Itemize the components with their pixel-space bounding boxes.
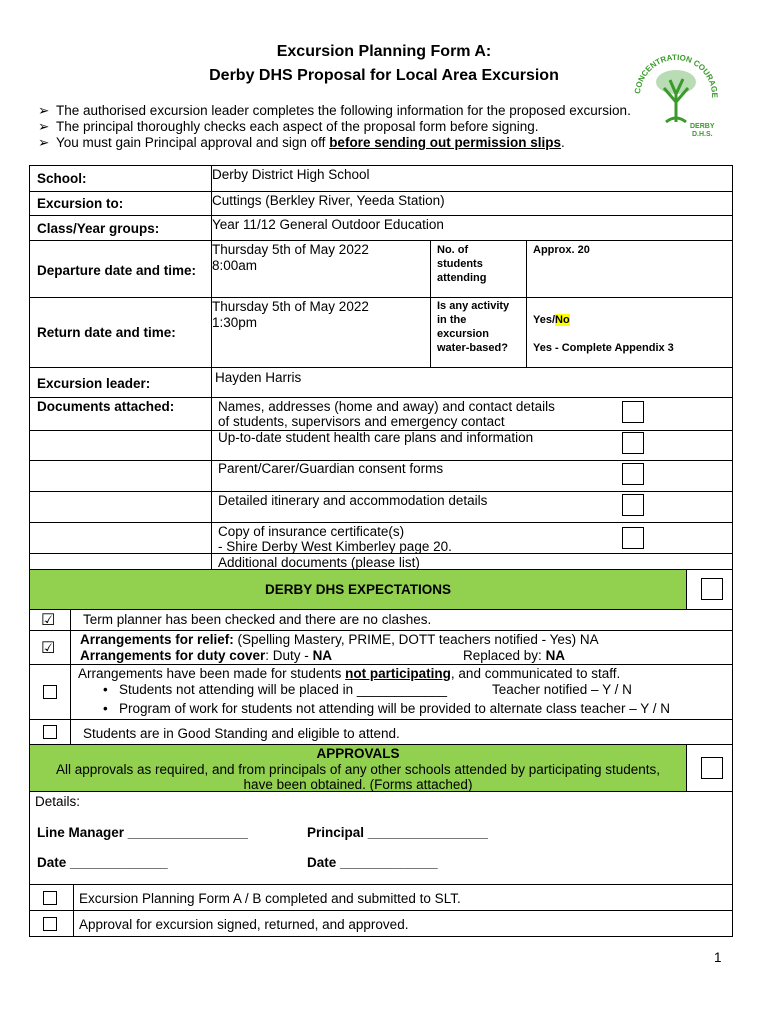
water-note: Yes - Complete Appendix 3 (533, 342, 674, 354)
replaced-by: Replaced by: NA (463, 648, 566, 663)
slt-submitted-line: Excursion Planning Form A / B completed and submitted to SLT. (79, 891, 461, 906)
tree-logo-icon (626, 44, 726, 144)
document-item: Copy of insurance certificate(s) (218, 524, 405, 539)
students-value[interactable]: Approx. 20 (533, 244, 590, 256)
instruction-1: ➢ The authorised excursion leader completes the following information for the proposed excursion. (38, 103, 631, 118)
water-answer[interactable]: Yes/No (533, 314, 570, 326)
school-label: School: (37, 171, 87, 186)
doc-checkbox-itinerary[interactable] (622, 494, 644, 516)
good-standing-line: Students are in Good Standing and eligible to attend. (83, 726, 400, 741)
document-item: Parent/Carer/Guardian consent forms (218, 461, 444, 476)
arrow-bullet-icon: ➢ (38, 119, 50, 134)
document-item: Detailed itinerary and accommodation details (218, 493, 488, 508)
school-value[interactable]: Derby District High School (212, 167, 370, 182)
excursion-value[interactable]: Cuttings (Berkley River, Yeeda Station) (212, 193, 445, 208)
approvals-checkbox[interactable] (701, 757, 723, 779)
documents-label: Documents attached: (37, 399, 175, 414)
class-label: Class/Year groups: (37, 221, 160, 236)
logo-sub: D.H.S. (692, 131, 713, 138)
departure-time[interactable]: 8:00am (212, 258, 258, 273)
approval-signed-checkbox[interactable] (43, 917, 57, 931)
return-date[interactable]: Thursday 5th of May 2022 (212, 299, 369, 314)
return-label: Return date and time: (37, 325, 176, 340)
not-attending-placement: • Students not attending will be placed in ____________ (103, 682, 447, 697)
approvals-text: All approvals as required, and from principals of any other schools attended by participating students, have been obtained. (Forms attached) (55, 762, 661, 792)
document-item: - Shire Derby West Kimberley page 20. (218, 539, 452, 554)
document-item: Names, addresses (home and away) and contact details (218, 399, 555, 414)
class-value[interactable]: Year 11/12 General Outdoor Education (212, 217, 444, 232)
students-label: No. of students attending (437, 244, 487, 284)
duty-line: Arrangements for duty cover: Duty - NA (80, 648, 333, 663)
departure-label: Departure date and time: (37, 263, 197, 278)
expectations-checkbox[interactable] (701, 578, 723, 600)
line-manager-signature[interactable]: Line Manager ________________ (37, 825, 248, 840)
expectation-term-planner: Term planner has been checked and there are no clashes. (83, 612, 432, 627)
date-field-1[interactable]: Date _____________ (37, 855, 168, 870)
document-item[interactable]: Additional documents (please list) (218, 555, 420, 570)
approval-signed-line: Approval for excursion signed, returned, and approved. (79, 917, 409, 932)
logo-name: DERBY (690, 123, 715, 130)
leader-label: Excursion leader: (37, 376, 151, 391)
document-item: Up-to-date student health care plans and information (218, 430, 534, 445)
leader-value[interactable]: Hayden Harris (215, 370, 302, 385)
return-time[interactable]: 1:30pm (212, 315, 258, 330)
doc-checkbox-consent[interactable] (622, 463, 644, 485)
school-logo (626, 44, 726, 144)
title-line-1: Excursion Planning Form A: (276, 43, 492, 60)
relief-line: Arrangements for relief: (Spelling Mastery, PRIME, DOTT teachers notified - Yes) NA (80, 632, 599, 647)
page-number: 1 (714, 950, 722, 965)
title-line-2: Derby DHS Proposal for Local Area Excursion (209, 67, 559, 84)
principal-signature[interactable]: Principal ________________ (307, 825, 488, 840)
teacher-notified: Teacher notified – Y / N (492, 682, 632, 697)
details-label: Details: (35, 794, 81, 809)
approvals-heading: APPROVALS (316, 746, 400, 761)
expectations-heading: DERBY DHS EXPECTATIONS (264, 582, 452, 597)
departure-date[interactable]: Thursday 5th of May 2022 (212, 242, 369, 257)
checked-checkbox-icon[interactable]: ☑ (41, 640, 56, 657)
logo-arc-text: CONCENTRATION COURAGE (633, 52, 720, 99)
excursion-label: Excursion to: (37, 196, 124, 211)
program-of-work: • Program of work for students not attending will be provided to alternate class teacher – Y / N (103, 701, 671, 716)
water-label: Is any activity in the excursion water-based? (437, 300, 510, 354)
not-participating-line: Arrangements have been made for students not participating, and communicated to staff. (78, 666, 621, 681)
arrow-bullet-icon: ➢ (38, 103, 50, 118)
slt-submitted-checkbox[interactable] (43, 891, 57, 905)
doc-checkbox-health[interactable] (622, 432, 644, 454)
doc-checkbox-insurance[interactable] (622, 527, 644, 549)
instruction-3: ➢ You must gain Principal approval and sign off before sending out permission slips. (38, 135, 565, 150)
not-participating-checkbox[interactable] (43, 685, 57, 699)
instruction-2: ➢ The principal thoroughly checks each aspect of the proposal form before signing. (38, 119, 539, 134)
doc-checkbox-names[interactable] (622, 401, 644, 423)
arrow-bullet-icon: ➢ (38, 135, 50, 150)
checked-checkbox-icon[interactable]: ☑ (41, 612, 56, 629)
good-standing-checkbox[interactable] (43, 725, 57, 739)
date-field-2[interactable]: Date _____________ (307, 855, 438, 870)
document-item: of students, supervisors and emergency contact (218, 414, 505, 429)
